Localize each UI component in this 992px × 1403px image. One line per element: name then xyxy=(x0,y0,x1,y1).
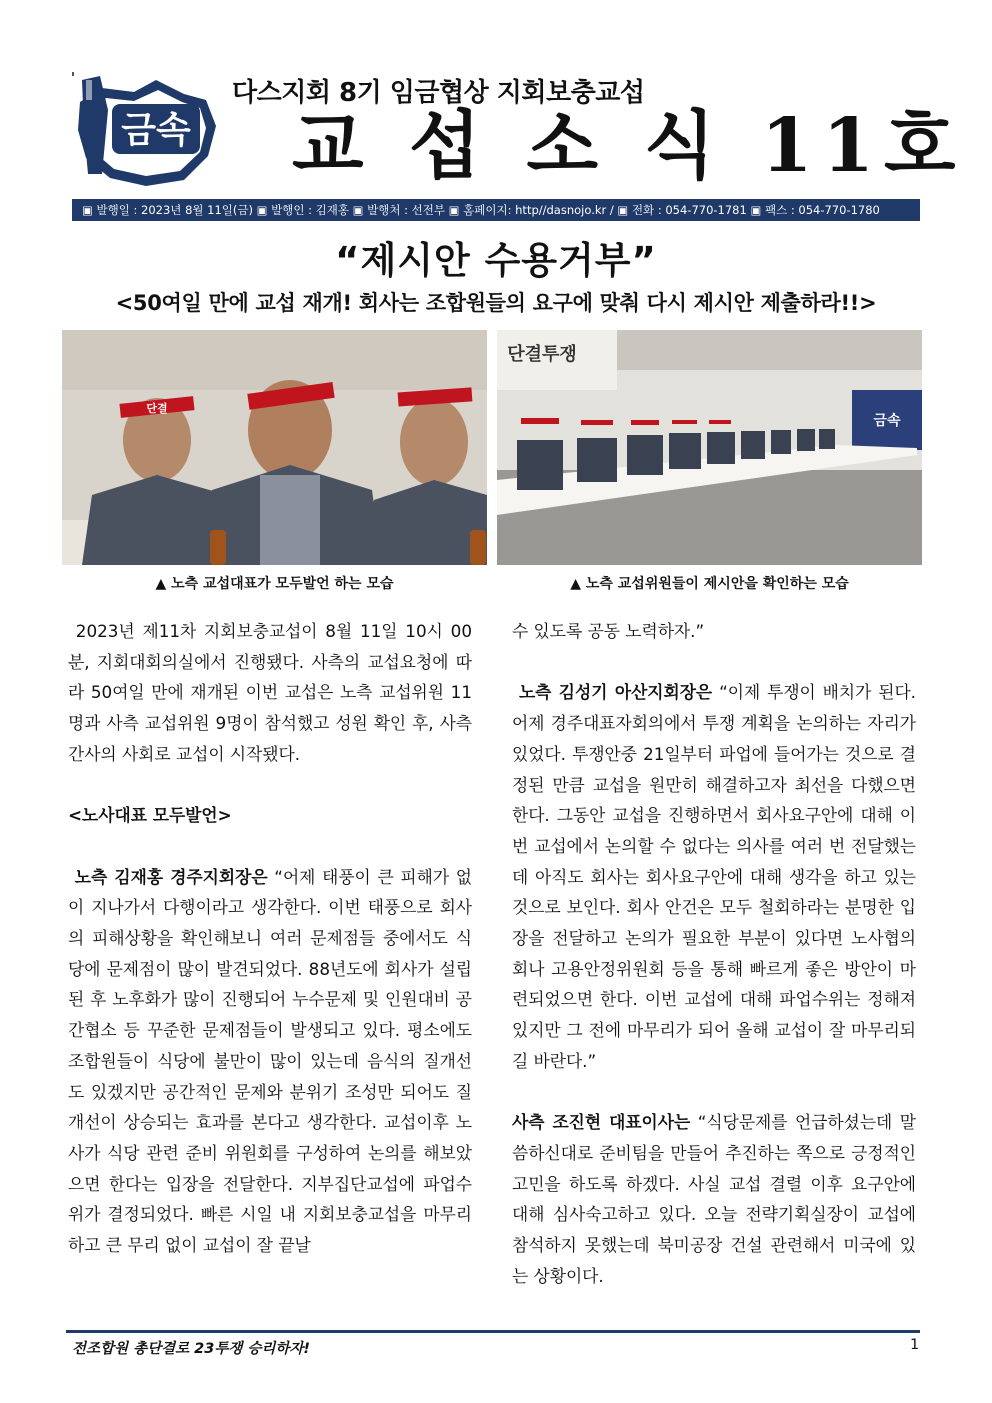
page-number: 1 xyxy=(910,1337,920,1353)
article-right-column xyxy=(512,616,916,1291)
footer-slogan: 전조합원 총단결로 23투쟁 승리하자! xyxy=(72,1341,311,1357)
article-left-column xyxy=(68,616,472,1261)
photo-negotiators-reviewing-proposal xyxy=(497,330,922,565)
photo-caption-2: ▲ 노측 교섭위원들이 제시안을 확인하는 모습 xyxy=(570,576,849,592)
logo-text: 금속 xyxy=(121,110,191,151)
photo-caption-1: ▲ 노측 교섭대표가 모두발언 하는 모습 xyxy=(155,576,394,592)
banner-text: 금속 xyxy=(873,413,901,429)
headline: “제시안 수용거부” xyxy=(335,239,657,282)
continuation-paragraph: 수 있도록 공동 노력하자.” xyxy=(512,621,705,641)
photo-union-representative-speaking xyxy=(62,330,487,565)
masthead-subtitle: 다스지회 8기 임금협상 지회보충교섭 xyxy=(232,78,645,108)
union-logo xyxy=(72,70,220,188)
intro-paragraph: 2023년 제11차 지회보충교섭이 8월 11일 10시 00분, 지회대회의실에서 진행됐다. 사측의 교섭요청에 따라 50여일 만에 재개된 이번 교섭은 노측 교섭위원 11명과 사측 교섭위원 9명이 참석했고 성원 확인 후, 사측 간사의 사회로 교섭이 시작됐다. xyxy=(68,621,472,764)
wall-text: 단결투쟁 xyxy=(507,344,577,365)
publication-info-bar: ▣ 발행일 : 2023년 8월 11일(금) ▣ 발행인 : 김재홍 ▣ 발행처 : 선전부 ▣ 홈페이지: http//dasnojo.kr / ▣ 전화 : 054-770-1781 ▣ 팩스 : 054-770-1780 xyxy=(72,199,920,221)
speaker1-paragraph: 노측 김재홍 경주지회장은 “어제 태풍이 큰 피해가 없이 지나가서 다행이라고 생각한다. 이번 태풍으로 회사의 피해상황을 확인해보니 여러 문제점들 중에서도 식당에 문제점이 많이 발견되었다. 88년도에 회사가 설립된 후 노후화가 많이 진행되어 누수문제 및 인원대비 공간협소 등 꾸준한 문제점들이 발생되고 있다. 평소에도 조합원들이 식당에 불만이 많이 있는데 음식의 질개선도 있겠지만 공간적인 문제와 분위기 조성만 되어도 질개선이 상승되는 효과를 본다고 생각한다. 교섭이후 노사가 식당 관련 준비 위원회를 구성하여 논의를 해보았으면 한다는 입장을 전달한다. 지부집단교섭에 파업수위가 결정되었다. 빠른 시일 내 지회보충교섭을 마무리하고 큰 무리 없이 교섭이 잘 끝날 xyxy=(68,866,472,1256)
speaker2-paragraph: 노측 김성기 아산지회장은 “이제 투쟁이 배치가 된다. 어제 경주대표자회의에서 투쟁 계획을 논의하는 자리가 있었다. 투쟁안중 21일부터 파업에 들어가는 것으로 결정된 만큼 교섭을 원만히 해결하고자 최선을 다했으면 한다. 그동안 교섭을 진행하면서 회사요구안에 대해 이번 교섭에서 논의할 수 없다는 의사를 여러 번 전달했는데 아직도 회사는 회사요구안에 대해 생각을 하고 있는 것으로 보인다. 회사 안건은 모두 철회하라는 분명한 입장을 전달하고 논의가 필요한 부분이 있다면 노사협의회나 고용안정위원회 등을 통해 빠르게 좋은 방안이 마련되었으면 한다. 이번 교섭에 대해 파업수위는 정해져 있지만 그 전에 마무리가 되어 올해 교섭이 잘 마무리되길 바란다.” xyxy=(512,682,916,1071)
subheadline: <50여일 만에 교섭 재개! 회사는 조합원들의 요구에 맞춰 다시 제시안 제출하라!!> xyxy=(115,291,877,315)
section-heading: <노사대표 모두발언> xyxy=(68,805,232,826)
speaker3-paragraph: 사측 조진현 대표이사는 “식당문제를 언급하셨는데 말씀하신대로 준비팀을 만들어 추진하는 쪽으로 긍정적인 고민을 하도록 하겠다. 사실 교섭 결렬 이후 요구안에 대해 심사숙고하고 있다. 오늘 전략기획실장이 교섭에 참석하지 못했는데 북미공장 건설 관련해서 미국에 있는 상황이다. xyxy=(512,1112,916,1286)
footer-divider xyxy=(66,1330,920,1333)
masthead-title: 교 섭 소 식 11호 xyxy=(292,103,966,189)
headband-text: 단결 xyxy=(146,402,168,415)
